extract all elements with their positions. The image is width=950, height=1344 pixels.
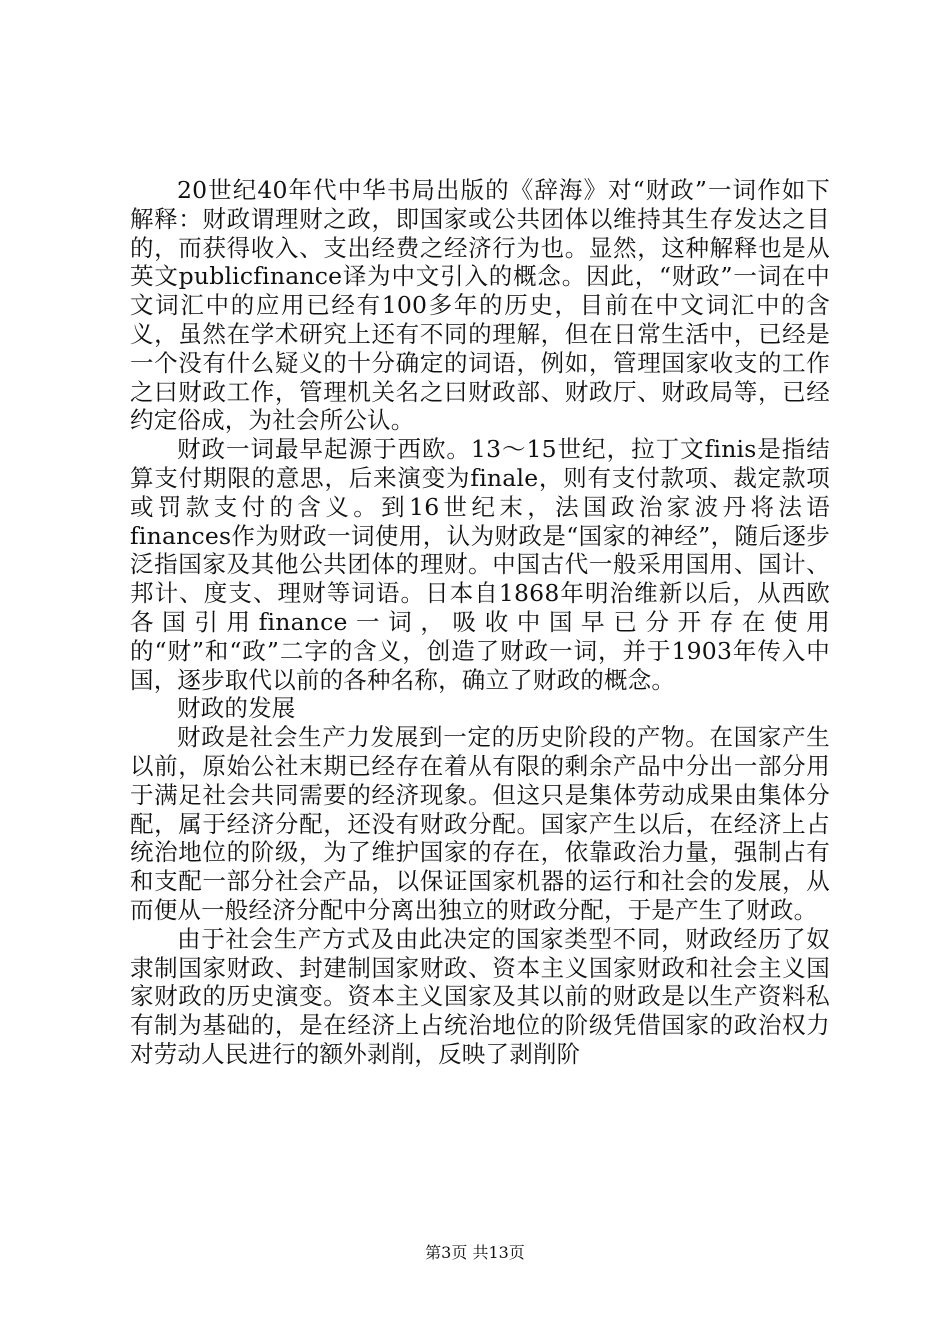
document-body <box>130 176 830 1069</box>
paragraph-historical-evolution: 由于社会生产方式及由此决定的国家类型不同，财政经历了奴隶制国家财政、封建制国家财政、资本主义国家财政和社会主义国家财政的历史演变。资本主义国家及其以前的财政是以生产资料私有制为基础的，是在经济上占统治地位的阶级凭借国家的政治权力对劳动人民进行的额外剥削，反映了剥削阶 <box>130 924 830 1068</box>
paragraph-origin-europe: 财政一词最早起源于西欧。13～15世纪，拉丁文finis是指结算支付期限的意思，后来演变为finale，则有支付款项、裁定款项或罚款支付的含义。到16世纪末，法国政治家波丹将法语finances作为财政一词使用，认为财政是“国家的神经”，随后逐步泛指国家及其他公共团体的理财。中国古代一般采用国用、国计、邦计、度支、理财等词语。日本自1868年明治维新以后，从西欧各国引用finance一词，吸收中国早已分开存在使用的“财”和“政”二字的含义，创造了财政一词，并于1903年传入中国，逐步取代以前的各种名称，确立了财政的概念。 <box>130 435 830 694</box>
page-footer <box>0 1243 950 1263</box>
paragraph-cihai-definition: 20世纪40年代中华书局出版的《辞海》对“财政”一词作如下解释：财政谓理财之政，即国家或公共团体以维持其生存发达之目的，而获得收入、支出经费之经济行为也。显然，这种解释也是从英文publicfinance译为中文引入的概念。因此，“财政”一词在中文词汇中的应用已经有100多年的历史，目前在中文词汇中的含义，虽然在学术研究上还有不同的理解，但在日常生活中，已经是一个没有什么疑义的十分确定的词语，例如，管理国家收支的工作之曰财政工作，管理机关名之曰财政部、财政厅、财政局等，已经约定俗成，为社会所公认。 <box>130 176 830 435</box>
section-heading-finance-development: 财政的发展 <box>177 694 296 723</box>
page-number-label: 第3页 共13页 <box>425 1243 525 1262</box>
paragraph-productivity-origin: 财政是社会生产力发展到一定的历史阶段的产物。在国家产生以前，原始公社末期已经存在着从有限的剩余产品中分出一部分用于满足社会共同需要的经济现象。但这只是集体劳动成果由集体分配，属于经济分配，还没有财政分配。国家产生以后，在经济上占统治地位的阶级，为了维护国家的存在，依靠政治力量，强制占有和支配一部分社会产品，以保证国家机器的运行和社会的发展，从而便从一般经济分配中分离出独立的财政分配，于是产生了财政。 <box>130 723 830 924</box>
